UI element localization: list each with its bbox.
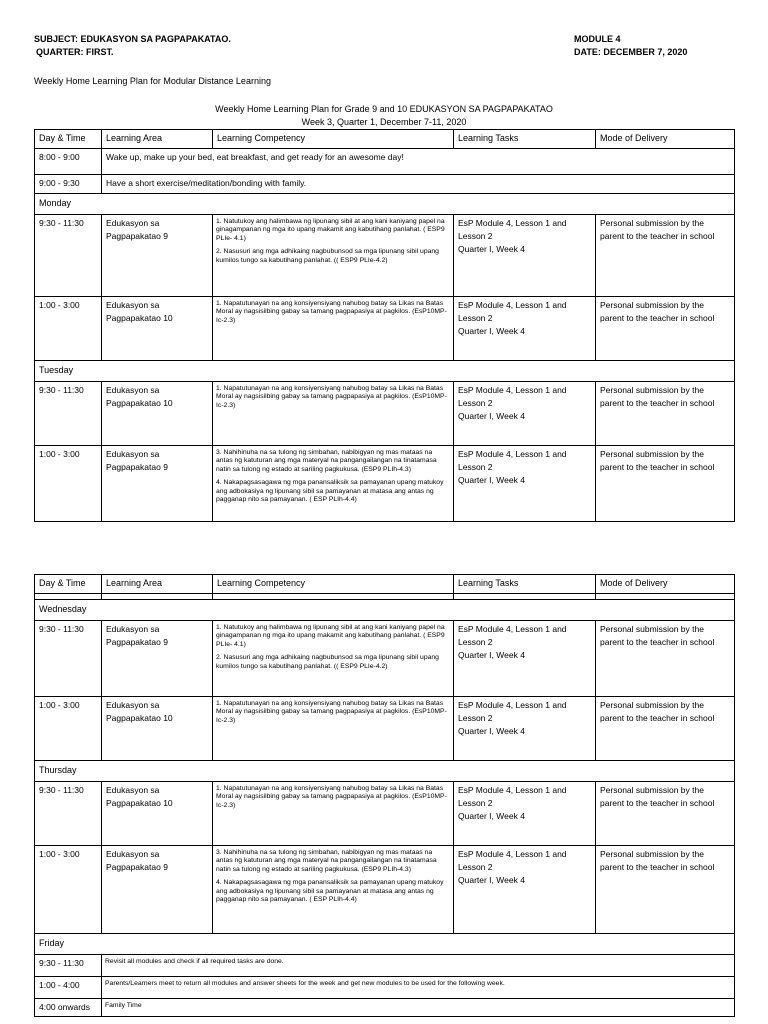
tasks-cell bbox=[454, 215, 596, 297]
day-label: Wednesday bbox=[35, 600, 735, 621]
cell-text-line: Edukasyon sa bbox=[106, 785, 160, 795]
col-header-mode-of-delivery: Mode of Delivery bbox=[596, 130, 735, 149]
table-row bbox=[35, 782, 735, 846]
delivery-cell bbox=[596, 297, 735, 361]
cell-text-line: Personal submission by the bbox=[600, 300, 704, 310]
cell-text-line: parent to the teacher in school bbox=[600, 231, 715, 241]
day-row-friday bbox=[35, 934, 735, 955]
cell-text-line: Edukasyon sa bbox=[106, 385, 160, 395]
cell-text-line: Quarter I, Week 4 bbox=[458, 875, 525, 885]
learning-plan-table-1 bbox=[34, 129, 735, 522]
table-title: Weekly Home Learning Plan for Grade 9 and 10 EDUKASYON SA PAGPAPAKATAO bbox=[215, 104, 553, 114]
col-header-mode-of-delivery: Mode of Delivery bbox=[596, 575, 735, 594]
table-row bbox=[35, 999, 735, 1017]
learning-area-cell bbox=[102, 621, 213, 697]
delivery-cell bbox=[596, 446, 735, 522]
day-label: Friday bbox=[35, 934, 735, 955]
competency-cell: 3. Nahihinuha na sa tulong ng simbahan, nabibigyan ng mas mataas na antas ng katuturan ang mga materyal na pangangailangan na tinatamasa natin sa tulong ng estado at sariling pagkukusa. (ESP9 PLIh-4.3) 4. Nakapagsasagawa ng mga panansaliksik sa pamayanan upang matukoy ang adbokasiya ng lipunang sibil sa pamayanan at matasa ang antas ng pagganap nito sa pamayanan. ( ESP PLIh-4.4) bbox=[213, 446, 454, 522]
tasks-cell bbox=[454, 297, 596, 361]
date-label: DATE: DECEMBER 7, 2020 bbox=[574, 47, 688, 57]
time-cell: 9:30 - 11:30 bbox=[35, 621, 102, 697]
time-cell: 1:00 - 4:00 bbox=[35, 977, 102, 999]
cell-text-line: Edukasyon sa bbox=[106, 700, 160, 710]
tasks-cell bbox=[454, 621, 596, 697]
cell-text-line: Lesson 2 bbox=[458, 798, 493, 808]
table-header-row bbox=[35, 575, 735, 594]
tasks-cell bbox=[454, 697, 596, 761]
cell-text-line: Edukasyon sa bbox=[106, 624, 160, 634]
time-cell: 9:30 - 11:30 bbox=[35, 382, 102, 446]
competency-cell: 1. Napatutunayan na ang konsiyensiyang nahubog batay sa Likas na Batas Moral ay nagsisilbing gabay sa tamang pagpapasiya at pagkilos. (EsP10MP-Ic-2.3) bbox=[213, 782, 454, 846]
delivery-cell bbox=[596, 382, 735, 446]
learning-area-cell bbox=[102, 846, 213, 934]
cell-text-line: Pagpapakatao 10 bbox=[106, 798, 173, 808]
competency-cell: 1. Napatutunayan na ang konsiyensiyang nahubog batay sa Likas na Batas Moral ay nagsisilbing gabay sa tamang pagpapasiya at pagkilos. (EsP10MP-Ic-2.3) bbox=[213, 297, 454, 361]
learning-area-cell bbox=[102, 446, 213, 522]
table-row bbox=[35, 382, 735, 446]
col-header-learning-competency: Learning Competency bbox=[213, 130, 454, 149]
cell-text-line: Edukasyon sa bbox=[106, 849, 160, 859]
quarter-label: QUARTER: FIRST. bbox=[36, 47, 114, 57]
cell-text-line: Personal submission by the bbox=[600, 849, 704, 859]
competency-cell: 1. Napatutunayan na ang konsiyensiyang nahubog batay sa Likas na Batas Moral ay nagsisilbing gabay sa tamang pagpapasiya at pagkilos. (EsP10MP-Ic-2.3) bbox=[213, 382, 454, 446]
competency-cell: 1. Natutukoy ang halimbawa ng lipunang sibil at ang kani kaniyang papel na ginagampanan ng mga ito upang makamit ang kabutihang panlahat. ( ESP9 PLIe- 4.1) 2. Nasusuri ang mga adhikaing nagbubunsod sa mga lipunang sibil upang kumilos tungo sa kabutihang panlahat. (( ESP9 PLIe-4.2) bbox=[213, 621, 454, 697]
delivery-cell bbox=[596, 782, 735, 846]
cell-text-line: parent to the teacher in school bbox=[600, 798, 715, 808]
cell-text-line: parent to the teacher in school bbox=[600, 462, 715, 472]
col-header-learning-competency: Learning Competency bbox=[213, 575, 454, 594]
cell-text-line: Pagpapakatao 9 bbox=[106, 462, 168, 472]
cell-text-line: Quarter I, Week 4 bbox=[458, 650, 525, 660]
cell-text-line: Personal submission by the bbox=[600, 218, 704, 228]
col-header-learning-tasks: Learning Tasks bbox=[454, 130, 596, 149]
cell-text-line: Quarter I, Week 4 bbox=[458, 326, 525, 336]
time-cell: 1:00 - 3:00 bbox=[35, 697, 102, 761]
competency-cell: 3. Nahihinuha na sa tulong ng simbahan, nabibigyan ng mas mataas na antas ng katuturan ang mga materyal na pangangailangan na tinatamasa natin sa tulong ng estado at sariling pagkukusa. (ESP9 PLIh-4.3) 4. Nakapagsasagawa ng mga panansaliksik sa pamayanan upang matukoy ang adbokasiya ng lipunang sibil sa pamayanan at matasa ang antas ng pagganap nito sa pamayanan. ( ESP PLIh-4.4) bbox=[213, 846, 454, 934]
cell-text-line: EsP Module 4, Lesson 1 and bbox=[458, 300, 567, 310]
friday-task-text: Parents/Learners meet to return all modules and answer sheets for the week and get new modules to be used for the following week. bbox=[102, 977, 735, 999]
cell-text-line: Quarter I, Week 4 bbox=[458, 726, 525, 736]
friday-task-text: Revisit all modules and check if all required tasks are done. bbox=[102, 955, 735, 977]
cell-text-line: Quarter I, Week 4 bbox=[458, 244, 525, 254]
competency-cell: 1. Natutukoy ang halimbawa ng lipunang sibil at ang kani kaniyang papel na ginagampanan ng mga ito upang makamit ang kabutihang panlahat. ( ESP9 PLIe- 4.1) 2. Nasusuri ang mga adhikaing nagbubunsod sa mga lipunang sibil upang kumilos tungo sa kabutihang panlahat. (( ESP9 PLIe-4.2) bbox=[213, 215, 454, 297]
cell-text-line: Personal submission by the bbox=[600, 449, 704, 459]
cell-text-line: Lesson 2 bbox=[458, 398, 493, 408]
routine-text: Have a short exercise/meditation/bonding with family. bbox=[102, 175, 735, 194]
table-header-row bbox=[35, 130, 735, 149]
plan-title: Weekly Home Learning Plan for Modular Distance Learning bbox=[34, 76, 271, 86]
cell-text-line: Pagpapakatao 10 bbox=[106, 398, 173, 408]
time-cell: 8:00 - 9:00 bbox=[35, 149, 102, 175]
time-cell: 9:30 - 11:30 bbox=[35, 215, 102, 297]
cell-text-line: EsP Module 4, Lesson 1 and bbox=[458, 624, 567, 634]
day-row-tuesday bbox=[35, 361, 735, 382]
table-row bbox=[35, 149, 735, 175]
cell-text-line: Edukasyon sa bbox=[106, 300, 160, 310]
col-header-day-time: Day & Time bbox=[35, 130, 102, 149]
time-cell: 4:00 onwards bbox=[35, 999, 102, 1017]
learning-area-cell bbox=[102, 697, 213, 761]
table-row bbox=[35, 297, 735, 361]
cell-text-line: parent to the teacher in school bbox=[600, 862, 715, 872]
table-row bbox=[35, 955, 735, 977]
table-row bbox=[35, 215, 735, 297]
learning-area-cell bbox=[102, 215, 213, 297]
cell-text-line: Pagpapakatao 9 bbox=[106, 231, 168, 241]
day-row-monday bbox=[35, 194, 735, 215]
cell-text-line: Quarter I, Week 4 bbox=[458, 475, 525, 485]
competency-cell: 1. Napatutunayan na ang konsiyensiyang nahubog batay sa Likas na Batas Moral ay nagsisilbing gabay sa tamang pagpapasiya at pagkilos. (EsP10MP-Ic-2.3) bbox=[213, 697, 454, 761]
col-header-day-time: Day & Time bbox=[35, 575, 102, 594]
day-label: Thursday bbox=[35, 761, 735, 782]
cell-text-line: Pagpapakatao 10 bbox=[106, 713, 173, 723]
cell-text-line: Pagpapakatao 10 bbox=[106, 313, 173, 323]
subject-label: SUBJECT: EDUKASYON SA PAGPAPAKATAO. bbox=[34, 34, 231, 44]
tasks-cell bbox=[454, 846, 596, 934]
cell-text-line: Quarter I, Week 4 bbox=[458, 411, 525, 421]
learning-area-cell bbox=[102, 782, 213, 846]
cell-text-line: parent to the teacher in school bbox=[600, 637, 715, 647]
friday-task-text: Family Time bbox=[102, 999, 735, 1017]
col-header-learning-area: Learning Area bbox=[102, 575, 213, 594]
delivery-cell bbox=[596, 697, 735, 761]
col-header-learning-area: Learning Area bbox=[102, 130, 213, 149]
cell-text-line: Edukasyon sa bbox=[106, 449, 160, 459]
day-label: Monday bbox=[35, 194, 735, 215]
cell-text-line: Lesson 2 bbox=[458, 231, 493, 241]
learning-area-cell bbox=[102, 297, 213, 361]
cell-text-line: Personal submission by the bbox=[600, 785, 704, 795]
cell-text-line: EsP Module 4, Lesson 1 and bbox=[458, 385, 567, 395]
delivery-cell bbox=[596, 846, 735, 934]
cell-text-line: Personal submission by the bbox=[600, 700, 704, 710]
routine-text: Wake up, make up your bed, eat breakfast, and get ready for an awesome day! bbox=[102, 149, 735, 175]
cell-text-line: Lesson 2 bbox=[458, 637, 493, 647]
cell-text-line: EsP Module 4, Lesson 1 and bbox=[458, 218, 567, 228]
cell-text-line: Lesson 2 bbox=[458, 313, 493, 323]
cell-text-line: EsP Module 4, Lesson 1 and bbox=[458, 785, 567, 795]
col-header-learning-tasks: Learning Tasks bbox=[454, 575, 596, 594]
cell-text-line: Lesson 2 bbox=[458, 713, 493, 723]
tasks-cell bbox=[454, 782, 596, 846]
cell-text-line: Quarter I, Week 4 bbox=[458, 811, 525, 821]
table-row bbox=[35, 697, 735, 761]
time-cell: 1:00 - 3:00 bbox=[35, 846, 102, 934]
table-subtitle: Week 3, Quarter 1, December 7-11, 2020 bbox=[301, 117, 467, 127]
table-row bbox=[35, 446, 735, 522]
cell-text-line: parent to the teacher in school bbox=[600, 313, 715, 323]
cell-text-line: Personal submission by the bbox=[600, 624, 704, 634]
time-cell: 9:30 - 11:30 bbox=[35, 955, 102, 977]
cell-text-line: Lesson 2 bbox=[458, 862, 493, 872]
day-row-wednesday bbox=[35, 600, 735, 621]
learning-plan-table-2 bbox=[34, 574, 735, 1017]
learning-area-cell bbox=[102, 382, 213, 446]
delivery-cell bbox=[596, 215, 735, 297]
table-row bbox=[35, 621, 735, 697]
delivery-cell bbox=[596, 621, 735, 697]
cell-text-line: Pagpapakatao 9 bbox=[106, 637, 168, 647]
time-cell: 1:00 - 3:00 bbox=[35, 446, 102, 522]
day-row-thursday bbox=[35, 761, 735, 782]
cell-text-line: EsP Module 4, Lesson 1 and bbox=[458, 700, 567, 710]
cell-text-line: EsP Module 4, Lesson 1 and bbox=[458, 849, 567, 859]
cell-text-line: EsP Module 4, Lesson 1 and bbox=[458, 449, 567, 459]
tasks-cell bbox=[454, 382, 596, 446]
module-label: MODULE 4 bbox=[574, 34, 621, 44]
tasks-cell bbox=[454, 446, 596, 522]
day-label: Tuesday bbox=[35, 361, 735, 382]
time-cell: 9:30 - 11:30 bbox=[35, 782, 102, 846]
cell-text-line: Lesson 2 bbox=[458, 462, 493, 472]
cell-text-line: Pagpapakatao 9 bbox=[106, 862, 168, 872]
cell-text-line: Personal submission by the bbox=[600, 385, 704, 395]
time-cell: 1:00 - 3:00 bbox=[35, 297, 102, 361]
table-row bbox=[35, 977, 735, 999]
table-row bbox=[35, 846, 735, 934]
cell-text-line: parent to the teacher in school bbox=[600, 713, 715, 723]
time-cell: 9:00 - 9:30 bbox=[35, 175, 102, 194]
table-row bbox=[35, 175, 735, 194]
cell-text-line: Edukasyon sa bbox=[106, 218, 160, 228]
cell-text-line: parent to the teacher in school bbox=[600, 398, 715, 408]
